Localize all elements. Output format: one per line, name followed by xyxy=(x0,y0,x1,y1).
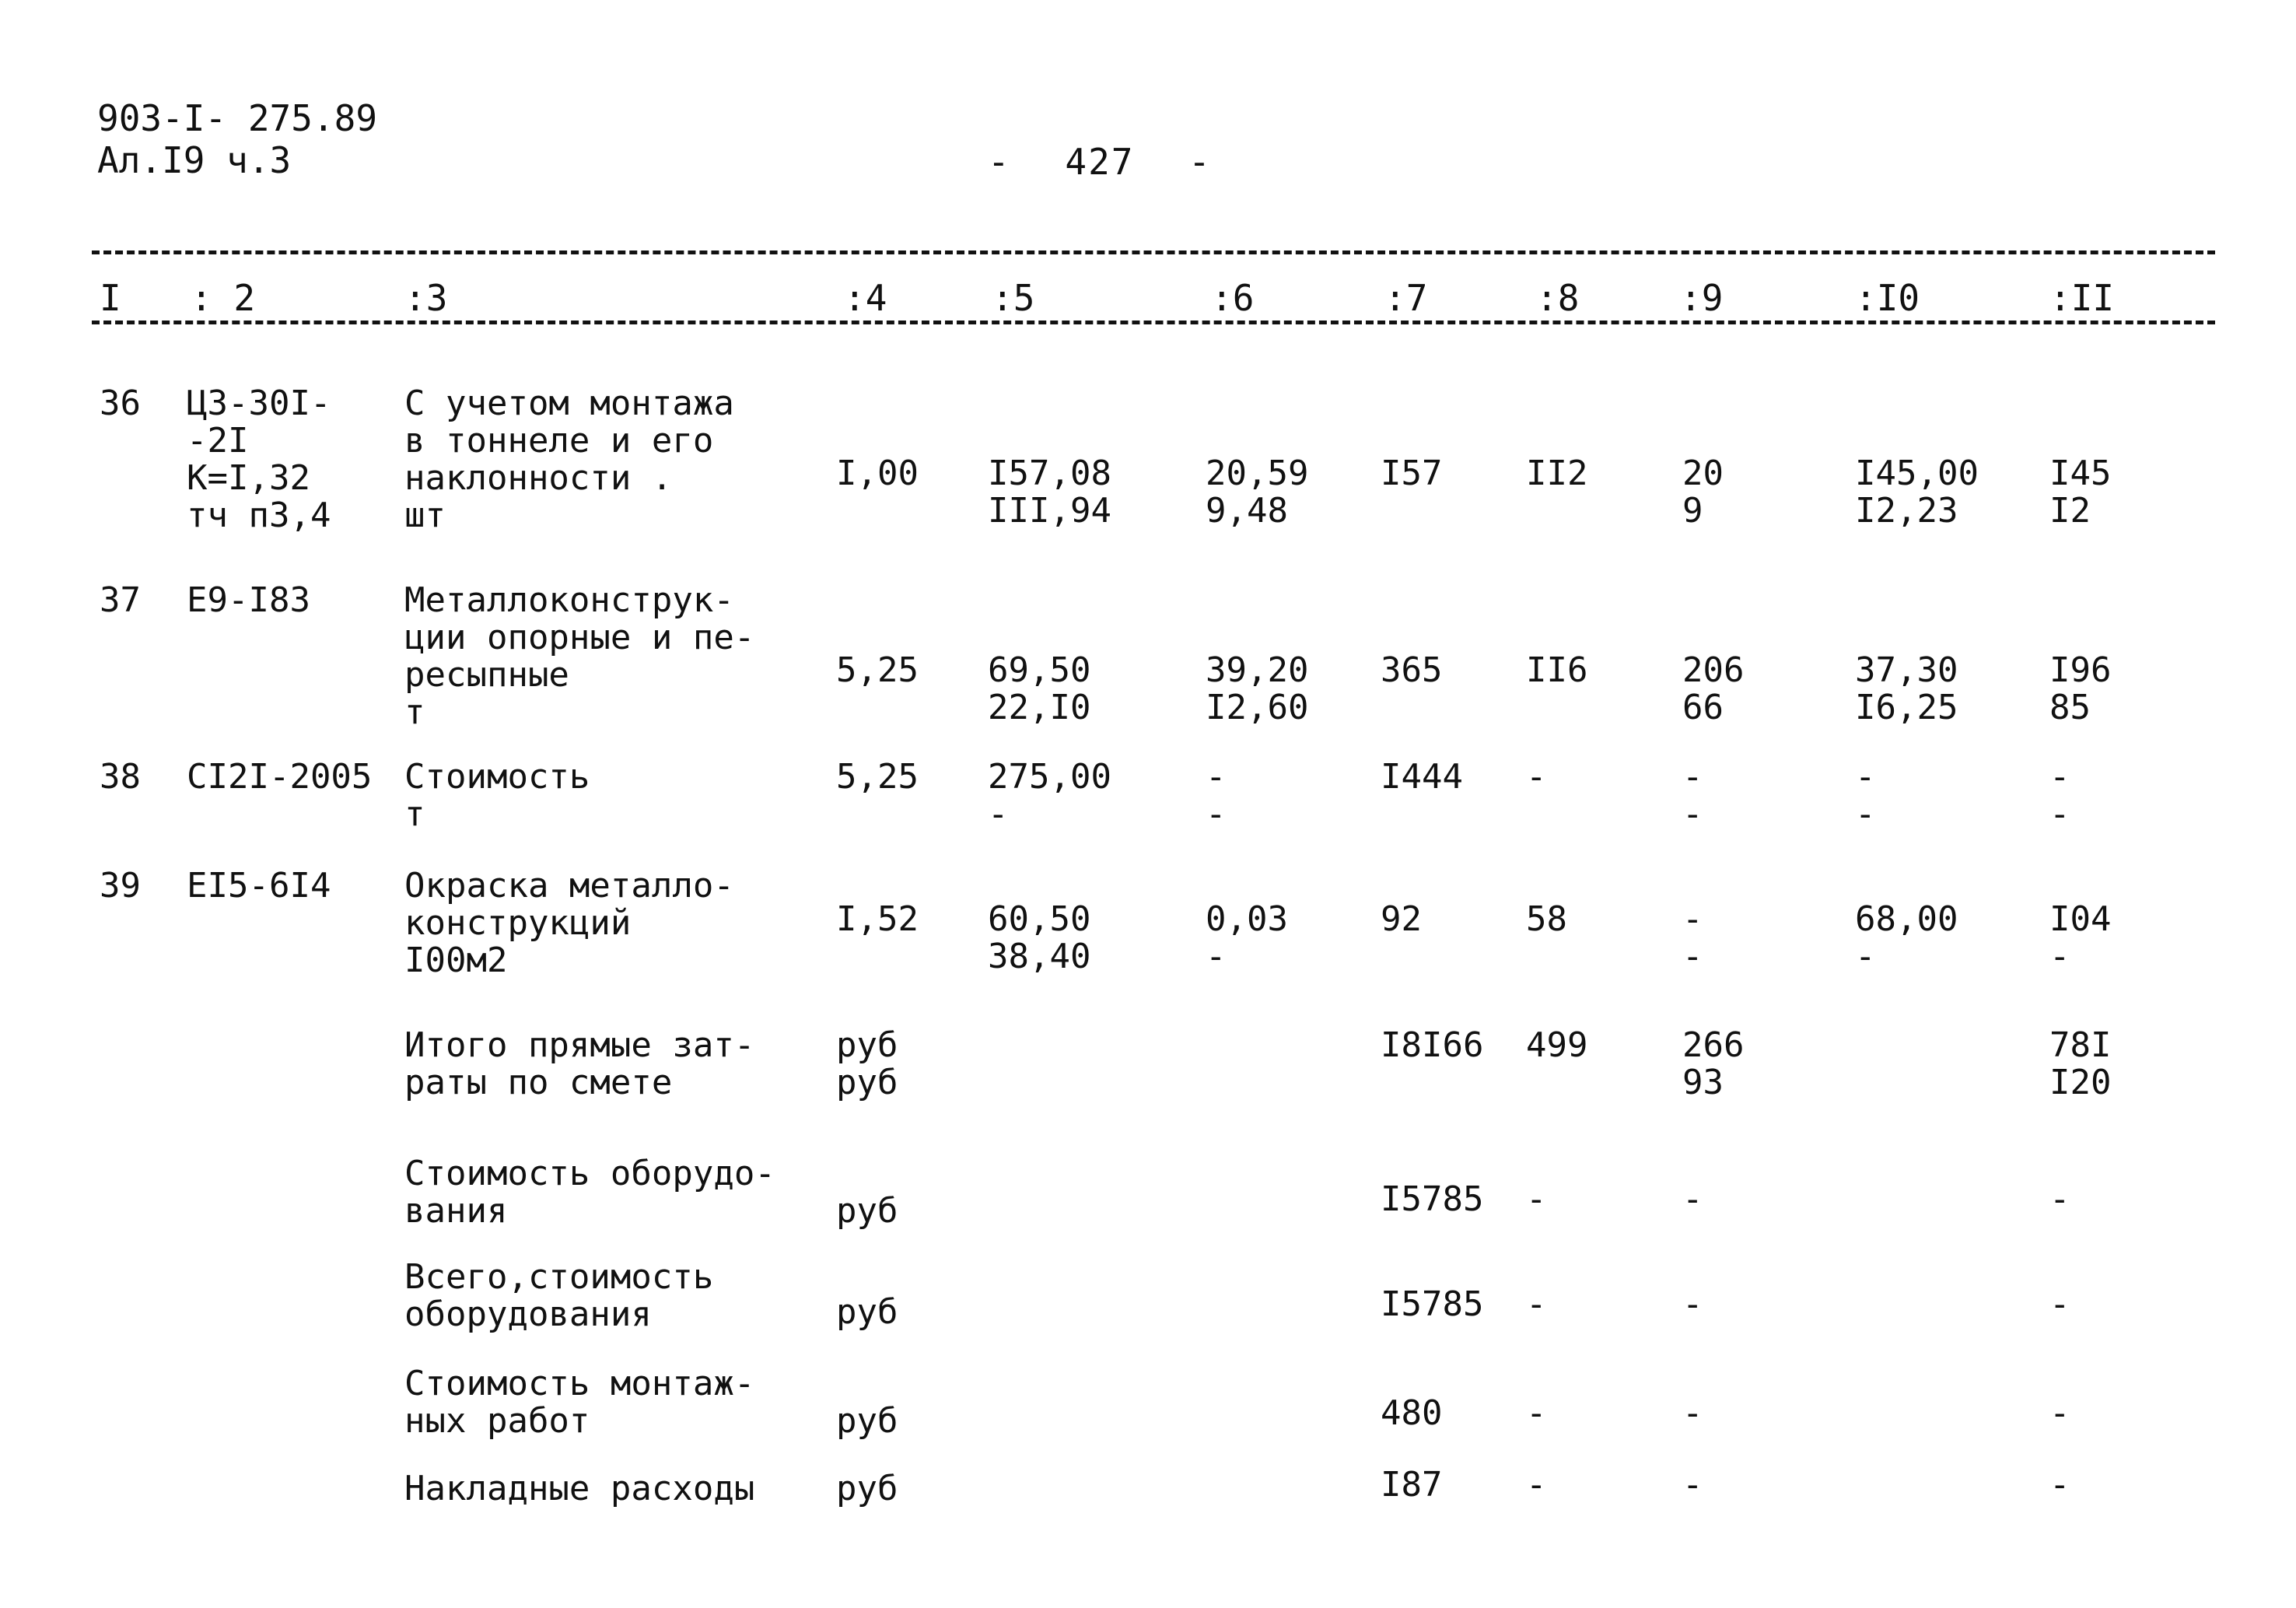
col7-value: I444 xyxy=(1381,757,1463,797)
rate-code-line: Ц3-30I- xyxy=(187,384,331,423)
col11-value: - xyxy=(2049,1393,2070,1433)
value-line: I2,23 xyxy=(1855,491,1958,531)
value-line: - xyxy=(1206,794,1227,834)
document-code-line1: 903-I- 275.89 xyxy=(97,97,378,139)
work-description xyxy=(404,867,734,979)
summary-description: Накладные расходы xyxy=(404,1469,755,1508)
description-line: конструкций xyxy=(404,903,632,943)
col11-value: - xyxy=(2049,1179,2070,1219)
col9-value xyxy=(1682,901,1703,976)
page-number: - 427 - xyxy=(988,141,1212,183)
rate-code-line: СI2I-2005 xyxy=(187,757,373,797)
col10-value xyxy=(1855,455,1979,530)
value-line: 0,03 xyxy=(1206,899,1288,939)
col9-value xyxy=(1682,455,1724,530)
col6-value xyxy=(1206,901,1288,976)
col11-value: - xyxy=(2049,1284,2070,1324)
col5-value xyxy=(988,455,1111,530)
col5-value xyxy=(988,901,1090,976)
description-line: вания xyxy=(404,1191,508,1231)
summary-description xyxy=(404,1365,754,1440)
value-line: - xyxy=(1206,757,1227,797)
quantity: I,00 xyxy=(836,454,919,493)
description-line: ресыпные xyxy=(404,655,569,695)
col11-value: - xyxy=(2049,1465,2070,1505)
quantity: 5,25 xyxy=(836,650,919,690)
col11-value xyxy=(2049,455,2111,530)
col11-value xyxy=(2049,758,2070,833)
col9-value: - xyxy=(1682,1465,1703,1505)
value-line: 20,59 xyxy=(1206,454,1309,493)
summary-unit: руб xyxy=(836,1469,898,1508)
col8-value: - xyxy=(1526,757,1547,797)
col9-value: - xyxy=(1682,1179,1703,1219)
col8-value: - xyxy=(1526,1284,1547,1324)
description-line: I00м2 xyxy=(404,941,508,980)
value-line: - xyxy=(2049,794,2070,834)
description-line: С учетом монтажа xyxy=(404,384,734,423)
col8-value: II2 xyxy=(1526,454,1588,493)
description-line: Стоимость монтаж- xyxy=(404,1364,755,1403)
description-line: шт xyxy=(404,496,446,535)
description-line: Окраска металло- xyxy=(404,866,734,906)
summary-description xyxy=(404,1259,713,1333)
col11-value xyxy=(2049,901,2111,976)
rate-code-line: К=I,32 xyxy=(187,458,310,498)
value-line: - xyxy=(2049,937,2070,976)
header-dash-bottom xyxy=(92,321,2215,324)
column-header-5: :5 xyxy=(992,277,1035,319)
value-line: - xyxy=(1855,757,1876,797)
description-line: раты по смете xyxy=(404,1063,673,1102)
value-line: I96 xyxy=(2049,650,2112,690)
row-number: 37 xyxy=(100,580,141,620)
description-line: т xyxy=(404,794,425,834)
value-line: 85 xyxy=(2049,688,2091,727)
value-line: 60,50 xyxy=(988,899,1091,939)
col7-value: I87 xyxy=(1381,1465,1443,1505)
col8-value: 58 xyxy=(1526,899,1567,939)
col7-value: 92 xyxy=(1381,899,1422,939)
description-line: Итого прямые зат- xyxy=(404,1025,755,1065)
rate-code xyxy=(187,385,331,534)
description-line: Всего,стоимость xyxy=(404,1257,714,1297)
col7-value: I8I66 xyxy=(1381,1025,1484,1065)
column-header-2: : 2 xyxy=(191,277,256,319)
value-line: 39,20 xyxy=(1206,650,1309,690)
value-line: I20 xyxy=(2049,1063,2112,1102)
work-description xyxy=(404,758,590,833)
col10-value xyxy=(1855,901,1958,976)
row-number: 38 xyxy=(100,757,141,797)
summary-description xyxy=(404,1155,775,1230)
value-line: - xyxy=(1855,937,1876,976)
col11-value xyxy=(2049,652,2111,727)
description-line: Стоимость xyxy=(404,757,590,797)
description-line: наклонности . xyxy=(404,458,673,498)
value-line: III,94 xyxy=(988,491,1111,531)
row-number: 36 xyxy=(100,384,141,423)
col6-value xyxy=(1206,758,1227,833)
column-header-11: :II xyxy=(2049,277,2115,319)
column-header-9: :9 xyxy=(1680,277,1724,319)
value-line: I6,25 xyxy=(1855,688,1958,727)
value-line: I45,00 xyxy=(1855,454,1979,493)
work-description xyxy=(404,385,734,534)
value-line: - xyxy=(1682,899,1703,939)
col5-value xyxy=(988,758,1111,833)
value-line: 266 xyxy=(1682,1025,1745,1065)
col5-value xyxy=(988,652,1090,727)
column-header-8: :8 xyxy=(1536,277,1580,319)
value-line: I2,60 xyxy=(1206,688,1309,727)
description-line: в тоннеле и его xyxy=(404,421,714,461)
col6-value xyxy=(1206,455,1308,530)
col9-value xyxy=(1682,652,1744,727)
value-line: I2 xyxy=(2049,491,2091,531)
column-header-10: :I0 xyxy=(1855,277,1920,319)
column-header-3: :3 xyxy=(404,277,448,319)
document-code xyxy=(97,97,377,181)
summary-unit xyxy=(836,1027,898,1102)
col7-value: I5785 xyxy=(1381,1284,1484,1324)
value-line: I45 xyxy=(2049,454,2112,493)
value-line: - xyxy=(1682,794,1703,834)
row-number: 39 xyxy=(100,866,141,906)
col8-value: II6 xyxy=(1526,650,1588,690)
value-line: 37,30 xyxy=(1855,650,1958,690)
rate-code-line: ЕI5-6I4 xyxy=(187,866,331,906)
col8-value: 499 xyxy=(1526,1025,1588,1065)
rate-code xyxy=(187,867,331,905)
value-line: 206 xyxy=(1682,650,1745,690)
rate-code-line: -2I xyxy=(187,421,249,461)
header-dash-top xyxy=(92,250,2215,254)
value-line: - xyxy=(1206,937,1227,976)
col7-value: 365 xyxy=(1381,650,1443,690)
value-line: 9 xyxy=(1682,491,1703,531)
rate-code xyxy=(187,758,372,796)
work-description xyxy=(404,582,754,731)
summary-description xyxy=(404,1027,754,1102)
summary-unit: руб xyxy=(836,1191,898,1231)
value-line: I04 xyxy=(2049,899,2112,939)
rate-code-line: Е9-I83 xyxy=(187,580,310,620)
value-line: - xyxy=(988,794,1009,834)
value-line: 38,40 xyxy=(988,937,1091,976)
value-line: 275,00 xyxy=(988,757,1111,797)
quantity: 5,25 xyxy=(836,757,919,797)
description-line: Металлоконструк- xyxy=(404,580,734,620)
col8-value: - xyxy=(1526,1393,1547,1433)
rate-code-line: тч п3,4 xyxy=(187,496,331,535)
value-line: I57,08 xyxy=(988,454,1111,493)
value-line: 22,I0 xyxy=(988,688,1091,727)
value-line: 69,50 xyxy=(988,650,1091,690)
value-line: 66 xyxy=(1682,688,1724,727)
description-line: ных работ xyxy=(404,1401,590,1441)
summary-unit: руб xyxy=(836,1401,898,1441)
value-line: 93 xyxy=(1682,1063,1724,1102)
document-code-line2: Ал.I9 ч.3 xyxy=(97,139,292,181)
unit-line: руб xyxy=(836,1025,898,1065)
column-header-4: :4 xyxy=(844,277,887,319)
col10-value xyxy=(1855,652,1958,727)
column-header-7: :7 xyxy=(1384,277,1428,319)
column-header-6: :6 xyxy=(1211,277,1255,319)
col9-value: - xyxy=(1682,1393,1703,1433)
value-line: - xyxy=(1855,794,1876,834)
col11-value xyxy=(2049,1027,2111,1102)
col8-value: - xyxy=(1526,1179,1547,1219)
col6-value xyxy=(1206,652,1308,727)
value-line: 9,48 xyxy=(1206,491,1288,531)
col7-value: I5785 xyxy=(1381,1179,1484,1219)
value-line: - xyxy=(1682,757,1703,797)
col7-value: 480 xyxy=(1381,1393,1443,1433)
col9-value: - xyxy=(1682,1284,1703,1324)
quantity: I,52 xyxy=(836,899,919,939)
rate-code xyxy=(187,582,310,619)
description-line: Стоимость оборудо- xyxy=(404,1154,775,1193)
unit-line: руб xyxy=(836,1063,898,1102)
description-line: ции опорные и пе- xyxy=(404,618,755,657)
value-line: 20 xyxy=(1682,454,1724,493)
col9-value xyxy=(1682,1027,1744,1102)
description-line: т xyxy=(404,692,425,732)
col7-value: I57 xyxy=(1381,454,1443,493)
value-line: 68,00 xyxy=(1855,899,1958,939)
value-line: 78I xyxy=(2049,1025,2112,1065)
summary-unit: руб xyxy=(836,1292,898,1332)
value-line: - xyxy=(2049,757,2070,797)
description-line: оборудования xyxy=(404,1294,652,1334)
col9-value xyxy=(1682,758,1703,833)
col10-value xyxy=(1855,758,1876,833)
column-header-1: I xyxy=(100,277,121,319)
col8-value: - xyxy=(1526,1465,1547,1505)
value-line: - xyxy=(1682,937,1703,976)
